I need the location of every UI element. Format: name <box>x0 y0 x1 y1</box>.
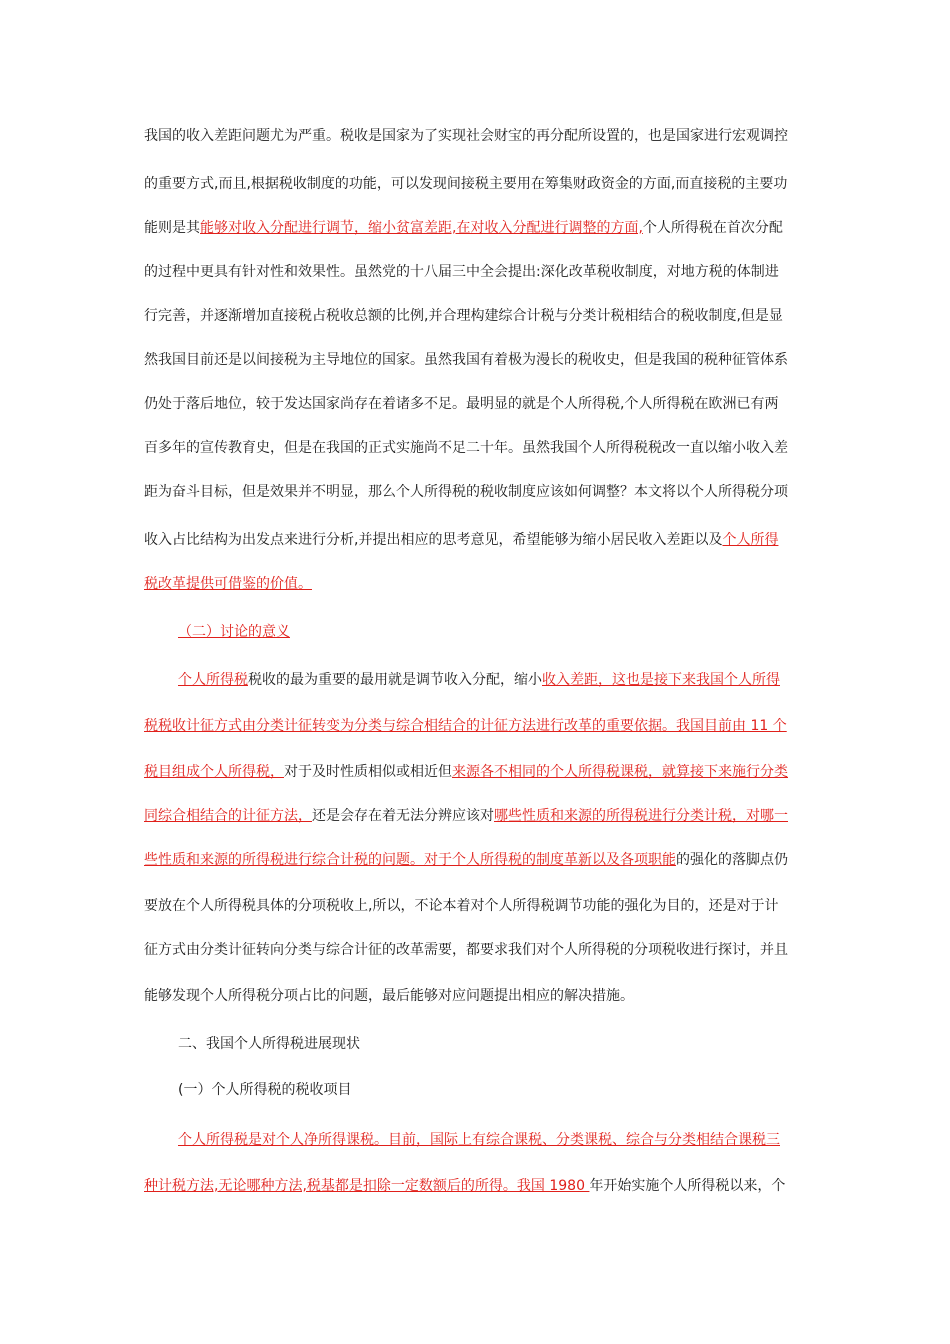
body-text: 税收的最为重要的最用就是调节收入分配，缩小 <box>248 672 542 688</box>
text-line <box>144 350 814 370</box>
body-text: 仍处于落后地位，较于发达国家尚存在着诸多不足。最明显的就是个人所得税,个人所得税在欧洲已有两 <box>144 396 779 412</box>
text-line <box>144 850 814 870</box>
text-line <box>144 174 814 194</box>
text-line <box>178 1130 848 1150</box>
text-line <box>144 986 814 1006</box>
body-text: 的强化的落脚点仍 <box>676 852 788 868</box>
revised-text: 税改革提供可借鉴的价值。 <box>144 576 312 592</box>
text-line <box>178 670 848 690</box>
text-line <box>144 394 814 414</box>
revised-text: 个人所得 <box>722 532 779 548</box>
text-line <box>178 1034 848 1054</box>
body-text: 我国的收入差距问题尤为严重。税收是国家为了实现社会财宝的再分配所设置的，也是国家进行宏观调控 <box>144 128 788 144</box>
body-text: 能够发现个人所得税分项占比的问题，最后能够对应问题提出相应的解决措施。 <box>144 988 634 1004</box>
body-text: 对于及时性质相似或相近但 <box>284 764 452 780</box>
text-line <box>178 1080 848 1100</box>
text-line <box>144 762 814 782</box>
body-text: 个人所得税在首次分配 <box>642 220 783 236</box>
revised-text: 税目组成个人所得税， <box>144 764 284 780</box>
text-line <box>144 574 814 594</box>
body-text: 收入占比结构为出发点来进行分析,并提出相应的思考意见，希望能够为缩小居民收入差距以及 <box>144 532 723 548</box>
text-line <box>144 262 814 282</box>
text-line <box>144 306 814 326</box>
body-text: 征方式由分类计征转向分类与综合计征的改革需要，都要求我们对个人所得税的分项税收进行探讨，并且 <box>144 942 788 958</box>
text-line <box>144 482 814 502</box>
body-text: 的过程中更具有针对性和效果性。虽然党的十八届三中全会提出:深化改革税收制度，对地方税的体制进 <box>144 264 779 280</box>
revised-text: 来源各不相同的个人所得税课税，就算接下来施行分类 <box>452 764 788 780</box>
text-line <box>144 438 814 458</box>
body-text: 距为奋斗目标，但是效果并不明显，那么个人所得税的税收制度应该如何调整？本文将以个人所得税分项 <box>144 484 788 500</box>
revised-text: 能够对收入分配进行调节，缩小贫富差距,在对收入分配进行调整的方面, <box>200 220 643 236</box>
text-line <box>144 218 814 238</box>
body-text: 二、我国个人所得税进展现状 <box>178 1036 360 1052</box>
body-text: 行完善，并逐渐增加直接税占税收总额的比例,并合理构建综合计税与分类计税相结合的税收制度,但是显 <box>144 308 783 324</box>
text-line <box>144 126 814 146</box>
revised-text: 些性质和来源的所得税进行综合计税的问题。对于个人所得税的制度革新以及各项职能 <box>144 852 676 868</box>
text-line <box>144 1176 814 1196</box>
text-line <box>144 896 814 916</box>
revised-text: 个人所得税是对个人净所得课税。目前，国际上有综合课税、分类课税、综合与分类相结合课税三 <box>178 1132 780 1148</box>
text-line <box>144 940 814 960</box>
revised-text: 税税收计征方式由分类计征转变为分类与综合相结合的计征方法进行改革的重要依据。我国目前由 11 个 <box>144 718 787 734</box>
body-text: 能则是其 <box>144 220 200 236</box>
revised-text: 同综合相结合的计征方法， <box>144 808 312 824</box>
revised-text: （二）讨论的意义 <box>178 624 290 640</box>
revised-text: 哪些性质和来源的所得税进行分类计税，对哪一 <box>494 808 788 824</box>
revised-text: 个人所得税 <box>178 672 248 688</box>
revised-text: 收入差距，这也是接下来我国个人所得 <box>542 672 780 688</box>
body-text: 的重要方式,而且,根据税收制度的功能，可以发现间接税主要用在筹集财政资金的方面,而直接税的主要功 <box>144 176 788 192</box>
text-line <box>144 530 814 550</box>
text-line <box>144 806 814 826</box>
body-text: 还是会存在着无法分辨应该对 <box>312 808 494 824</box>
text-line <box>178 622 848 642</box>
body-text: 百多年的宣传教育史，但是在我国的正式实施尚不足二十年。虽然我国个人所得税税改一直以缩小收入差 <box>144 440 788 456</box>
body-text: (一）个人所得税的税收项目 <box>178 1082 352 1098</box>
text-line <box>144 716 814 736</box>
revised-text: 种计税方法,无论哪种方法,税基都是扣除一定数额后的所得。我国 1980 <box>144 1178 590 1194</box>
body-text: 年开始实施个人所得税以来，个 <box>589 1178 786 1194</box>
body-text: 然我国目前还是以间接税为主导地位的国家。虽然我国有着极为漫长的税收史，但是我国的税种征管体系 <box>144 352 788 368</box>
body-text: 要放在个人所得税具体的分项税收上,所以，不论本着对个人所得税调节功能的强化为目的，还是对于计 <box>144 898 779 914</box>
